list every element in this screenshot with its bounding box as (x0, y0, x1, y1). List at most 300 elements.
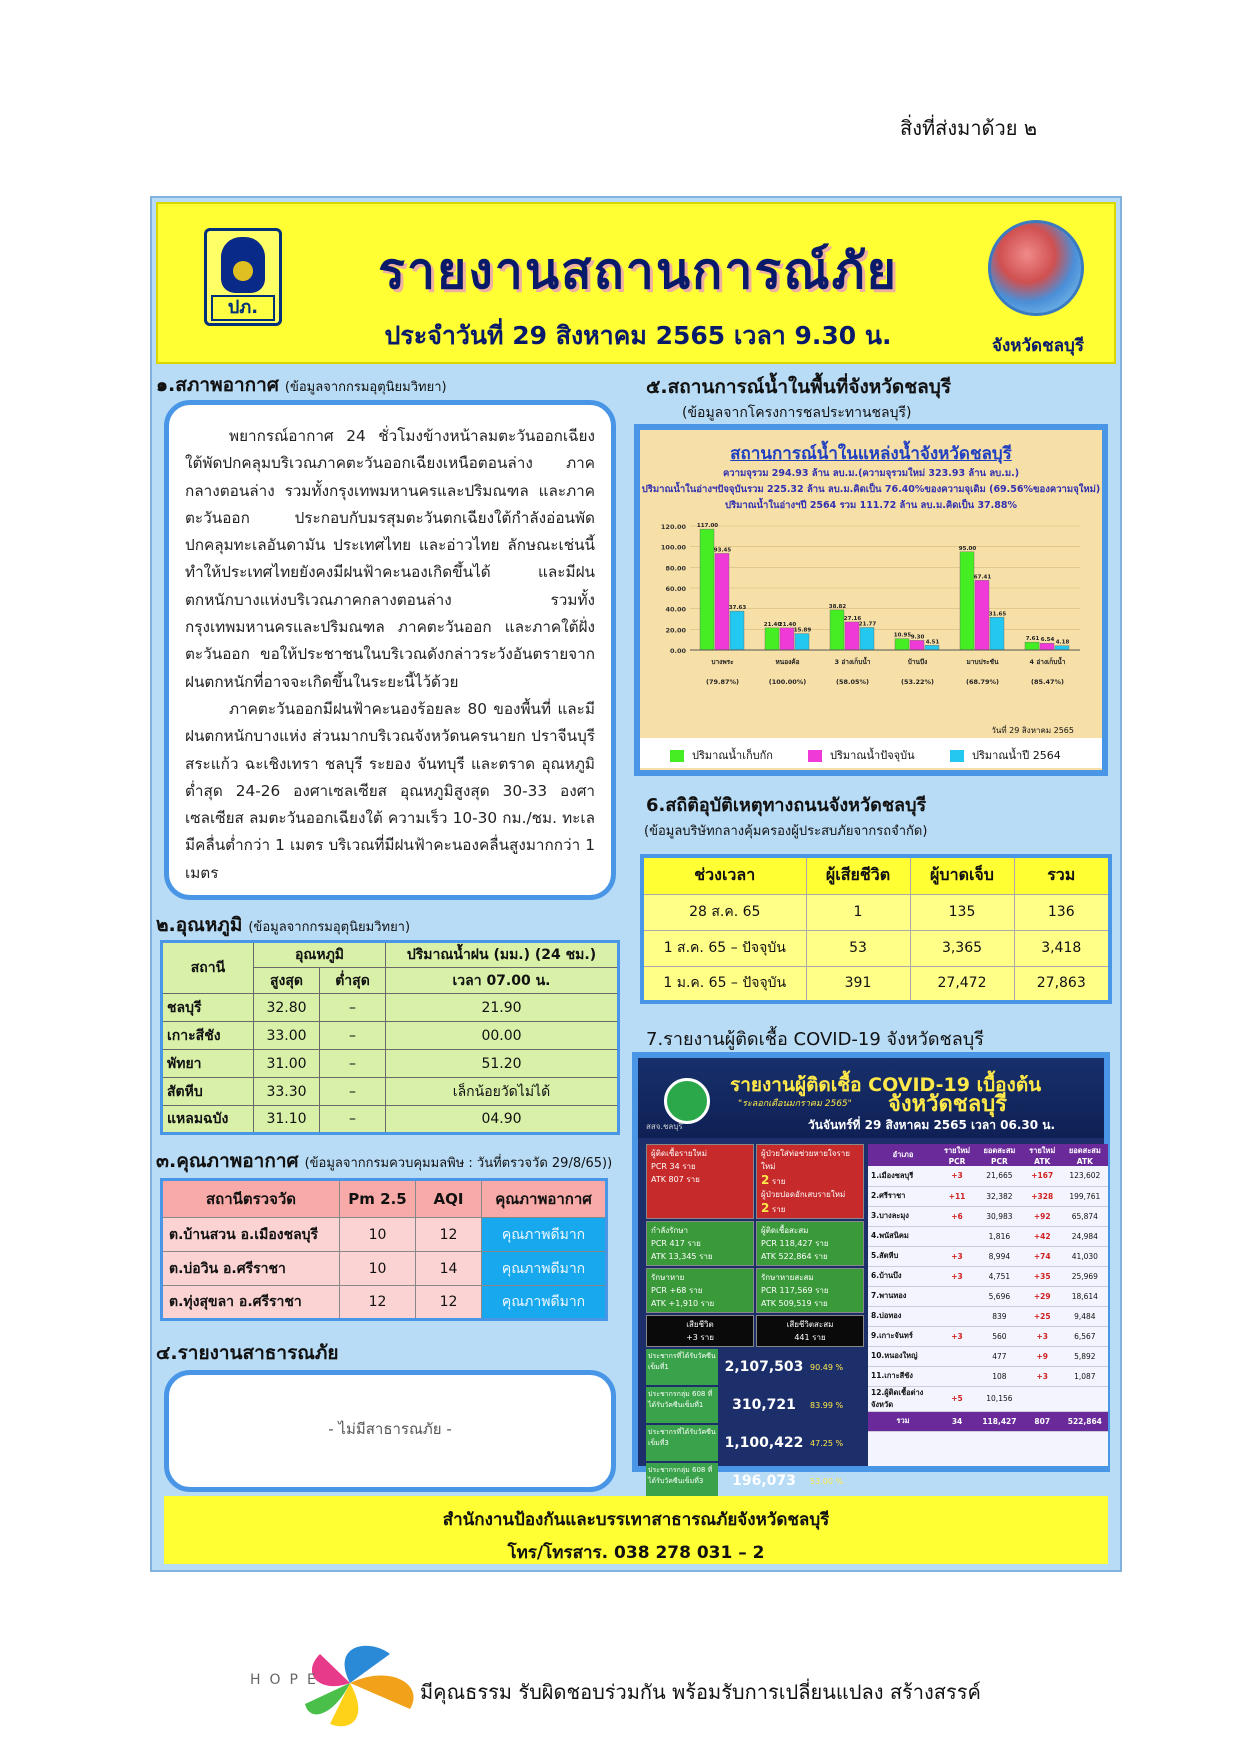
total-cell: รวม (868, 1411, 938, 1431)
new-pcr: +3 (938, 1246, 976, 1266)
station-name: ชลบุรี (162, 994, 254, 1022)
bar-value-label: 95.00 (958, 545, 977, 552)
col-new-atk: รายใหม่ ATK (1023, 1144, 1062, 1166)
max-temp: 33.00 (254, 1022, 320, 1050)
percent-label: (58.05%) (835, 678, 870, 686)
district-name: 2.ศรีราชา (868, 1186, 938, 1206)
total-cell: 807 (1023, 1411, 1062, 1431)
percent-label: (53.22%) (900, 678, 935, 686)
temperature-section-title (156, 910, 410, 940)
deaths: 1 (806, 894, 910, 930)
cum-pcr: 21,665 (976, 1166, 1023, 1186)
col-deaths: ผู้เสียชีวิต (806, 856, 910, 894)
percent-label: (100.00%) (768, 678, 807, 686)
bar (715, 553, 729, 650)
vaccine-pct: 83.99 % (810, 1400, 844, 1410)
vaccine-label: ประชากรกลุ่ม 608 ที่ได้รับวัคซีนเข็มที่3 (646, 1463, 718, 1499)
recovered-cum-box (756, 1268, 864, 1313)
vaccine-label: ประชากรที่ได้รับวัคซีนเข็มที่1 (646, 1349, 718, 1385)
bar-value-label: 21.77 (858, 621, 877, 628)
cum-atk: 18,614 (1062, 1286, 1108, 1306)
footer-bar (164, 1496, 1108, 1564)
cum-atk: 6,567 (1062, 1326, 1108, 1346)
report-title: รายงานสถานการณ์ภัย (378, 241, 898, 300)
water-source: (ข้อมูลจากโครงการชลประทานชลบุรี) (682, 405, 912, 421)
covid-panel-subtitle: "ระลอกเดือนมกราคม 2565" (738, 1099, 852, 1109)
quality-status: คุณภาพดีมาก (482, 1286, 607, 1320)
recovered-cum-pcr: PCR 117,569 ราย (761, 1286, 829, 1295)
air-quality-table (160, 1178, 608, 1321)
col-aqi: AQI (416, 1180, 482, 1218)
district-name: 12.ผู้ติดเชื้อต่างจังหวัด (868, 1386, 938, 1411)
hope-letters: HOPE (250, 1672, 325, 1688)
total: 27,863 (1014, 966, 1110, 1002)
category-label: บางพระ (711, 658, 734, 666)
col-time: เวลา 07.00 น. (386, 968, 619, 994)
new-pcr (938, 1286, 976, 1306)
max-temp: 31.00 (254, 1050, 320, 1078)
bar-value-label: 93.45 (713, 547, 732, 554)
accident-source: (ข้อมูลบริษัทกลางคุ้มครองผู้ประสบภัยจากรถจำกัด) (644, 824, 928, 839)
col-aq-station: สถานีตรวจวัด (162, 1180, 340, 1218)
weather-section-title (156, 370, 447, 400)
total-cell: 34 (938, 1411, 976, 1431)
rainfall: 21.90 (386, 994, 619, 1022)
cum-pcr: 108 (976, 1366, 1023, 1386)
unit-label: ราย (771, 1205, 786, 1214)
bar (1025, 642, 1039, 650)
cum-pcr: 477 (976, 1346, 1023, 1366)
table-row (162, 1252, 607, 1286)
bar-value-label: 117.00 (696, 523, 719, 530)
deaths: 391 (806, 966, 910, 1002)
category-label: 4 อ่างเก็บน้ำ (1029, 658, 1066, 666)
min-temp: – (320, 1078, 386, 1106)
death-value: +3 ราย (686, 1333, 714, 1342)
new-pcr (938, 1306, 976, 1326)
total-cell: 118,427 (976, 1411, 1023, 1431)
weather-source: (ข้อมูลจากกรมอุตุนิยมวิทยา) (284, 380, 447, 395)
dpm-abbr: ปภ. (211, 295, 275, 321)
vaccine-value: 2,107,503 (724, 1359, 804, 1375)
quality-status: คุณภาพดีมาก (482, 1252, 607, 1286)
new-pcr: +6 (938, 1206, 976, 1226)
bar (700, 529, 714, 650)
death-cum-value: 441 ราย (794, 1333, 826, 1342)
covid-summary (646, 1144, 864, 1501)
new-pcr (938, 1346, 976, 1366)
col-injured: ผู้บาดเจ็บ (910, 856, 1014, 894)
bar (860, 628, 874, 650)
office-phone: โทร/โทรสาร. 038 278 031 – 2 (507, 1543, 765, 1563)
bar (1040, 643, 1054, 650)
col-max: สูงสุด (254, 968, 320, 994)
bar-value-label: 67.41 (973, 574, 992, 581)
injured: 27,472 (910, 966, 1014, 1002)
max-temp: 31.10 (254, 1106, 320, 1134)
pm-value: 10 (340, 1252, 416, 1286)
table-row (162, 1286, 607, 1320)
report-sheet (150, 196, 1122, 1572)
hand-emblem-icon (221, 237, 265, 293)
col-new-pcr: รายใหม่ PCR (938, 1144, 976, 1166)
air-quality-title: ๓.คุณภาพอากาศ (156, 1150, 299, 1172)
district-row (868, 1286, 1108, 1306)
new-atk: +35 (1023, 1266, 1062, 1286)
bar-value-label: 27.16 (843, 615, 862, 622)
district-row (868, 1346, 1108, 1366)
legend-swatch-icon (670, 750, 684, 762)
weather-title: ๑.สภาพอากาศ (156, 374, 279, 396)
vaccine-pct: 47.25 % (810, 1438, 844, 1448)
rainfall: 00.00 (386, 1022, 619, 1050)
new-atk: +74 (1023, 1246, 1062, 1266)
district-name: 5.สัตหีบ (868, 1246, 938, 1266)
cum-atk: 24,984 (1062, 1226, 1108, 1246)
province-label: จังหวัดชลบุรี (992, 336, 1084, 356)
station-name: แหลมฉบัง (162, 1106, 254, 1134)
min-temp: – (320, 1050, 386, 1078)
district-name: 10.หนองใหญ่ (868, 1346, 938, 1366)
new-atk: +92 (1023, 1206, 1062, 1226)
district-row (868, 1166, 1108, 1186)
injured: 135 (910, 894, 1014, 930)
bar-value-label: 15.89 (793, 627, 812, 634)
cum-atk: 1,087 (1062, 1366, 1108, 1386)
aqi-value: 12 (416, 1218, 482, 1252)
bar (795, 634, 809, 650)
col-period: ช่วงเวลา (642, 856, 806, 894)
vaccine-pct: 90.49 % (810, 1362, 844, 1372)
report-header (156, 202, 1116, 364)
covid-panel-title: รายงานผู้ติดเชื้อ COVID-19 เบื้องต้น (730, 1074, 1042, 1096)
weather-paragraph: ภาคตะวันออกมีฝนฟ้าคะนองร้อยละ 80 ของพื้นที่ และมีฝนตกหนักบางแห่ง ส่วนมากบริเวณจังหวัดนครนายก ปราจีนบุรี สระแก้ว ฉะเชิงเทรา ชลบุรี ระยอง จันทบุรี และตราด อุณหภูมิต่ำสุด 24-26 องศาเซลเซียส อุณหภูมิสูงสุด 30-33 องศาเซลเซียส ลมตะวันออกเฉียงใต้ ความเร็ว 10-30 กม./ชม. ทะเลมีคลื่นต่ำกว่า 1 เมตร บริเวณที่มีฝนฟ้าคะนองคลื่นสูงมากกว่า 1 เมตร (185, 699, 595, 882)
covid-section-title: 7.รายงานผู้ติดเชื้อ COVID-19 จังหวัดชลบุรี (646, 1029, 984, 1050)
ventilator-label: ผู้ป่วยใส่ท่อช่วยหายใจรายใหม่ (761, 1149, 850, 1171)
new-pcr: +3 (938, 1266, 976, 1286)
district-row (868, 1206, 1108, 1226)
aqi-value: 12 (416, 1286, 482, 1320)
min-temp: – (320, 994, 386, 1022)
death-cum-box (756, 1315, 864, 1347)
district-row (868, 1226, 1108, 1246)
district-row (868, 1386, 1108, 1411)
category-label: หนองค้อ (775, 658, 800, 666)
bar (765, 628, 779, 650)
new-pcr (938, 1226, 976, 1246)
bar (975, 580, 989, 650)
vaccine-label: ประชากรที่ได้รับวัคซีนเข็มที่3 (646, 1425, 718, 1461)
district-name: 6.บ้านบึง (868, 1266, 938, 1286)
station-name: สัตหีบ (162, 1078, 254, 1106)
table-row (162, 1050, 619, 1078)
bar-value-label: 37.63 (728, 605, 747, 612)
bar (910, 640, 924, 650)
water-section-title: ๕.สถานการณ์น้ำในพื้นที่จังหวัดชลบุรี (646, 376, 952, 398)
y-tick-label: 0.00 (669, 647, 686, 655)
table-row (642, 930, 1110, 966)
col-temp: อุณหภูมิ (254, 942, 386, 968)
cumulative-atk: ATK 522,864 ราย (761, 1252, 828, 1261)
table-row (162, 1022, 619, 1050)
temperature-source: (ข้อมูลจากกรมอุตุนิยมวิทยา) (248, 920, 411, 935)
aq-station: ต.บ้านสวน อ.เมืองชลบุรี (162, 1218, 340, 1252)
cum-atk: 5,892 (1062, 1346, 1108, 1366)
table-row (642, 894, 1110, 930)
air-quality-section-title (156, 1146, 612, 1176)
legend-swatch-icon (808, 750, 822, 762)
bar-value-label: 38.82 (828, 603, 847, 610)
water-bar-chart (640, 430, 1102, 742)
col-quality: คุณภาพอากาศ (482, 1180, 607, 1218)
water-chart-panel (634, 424, 1108, 776)
bar (960, 552, 974, 650)
bar-value-label: 21.40 (778, 621, 797, 628)
col-total: รวม (1014, 856, 1110, 894)
y-tick-label: 40.00 (665, 605, 686, 614)
cum-atk: 9,484 (1062, 1306, 1108, 1326)
percent-label: (79.87%) (705, 678, 740, 686)
district-name: 3.บางละมุง (868, 1206, 938, 1226)
covid-panel-date: วันจันทร์ที่ 29 สิงหาคม 2565 เวลา 06.30 น. (808, 1118, 1056, 1132)
percent-label: (68.79%) (965, 678, 1000, 686)
col-cum-pcr: ยอดสะสม PCR (976, 1144, 1023, 1166)
rainfall: เล็กน้อยวัดไม่ได้ (386, 1078, 619, 1106)
min-temp: – (320, 1022, 386, 1050)
y-tick-label: 100.00 (660, 543, 686, 552)
district-name: 1.เมืองชลบุรี (868, 1166, 938, 1186)
cum-atk: 199,761 (1062, 1186, 1108, 1206)
report-date: ประจำวันที่ 29 สิงหาคม 2565 เวลา 9.30 น. (384, 321, 892, 350)
office-name: สำนักงานป้องกันและบรรเทาสาธารณภัยจังหวัดชลบุรี (442, 1510, 830, 1530)
aqi-value: 14 (416, 1252, 482, 1286)
new-atk: +328 (1023, 1186, 1062, 1206)
vaccine-row (646, 1463, 864, 1499)
cum-pcr: 1,816 (976, 1226, 1023, 1246)
accident-section-title: 6.สถิติอุบัติเหตุทางถนนจังหวัดชลบุรี (646, 795, 927, 816)
new-pcr: +11 (938, 1186, 976, 1206)
cumulative-box (756, 1221, 864, 1266)
recovered-cum-atk: ATK 509,519 ราย (761, 1299, 828, 1308)
y-tick-label: 20.00 (665, 626, 686, 635)
max-temp: 33.30 (254, 1078, 320, 1106)
cum-pcr: 32,382 (976, 1186, 1023, 1206)
percent-label: (85.47%) (1030, 678, 1065, 686)
vaccine-row (646, 1425, 864, 1461)
ventilator-box (756, 1144, 864, 1219)
cum-pcr: 8,994 (976, 1246, 1023, 1266)
moph-logo-icon (664, 1078, 710, 1124)
bar (895, 639, 909, 650)
bar-value-label: 4.51 (925, 639, 940, 646)
covid-panel (632, 1052, 1110, 1489)
pneumonia-value: 2 (761, 1201, 770, 1215)
pm-value: 12 (340, 1286, 416, 1320)
pm-value: 10 (340, 1218, 416, 1252)
cumulative-label: ผู้ติดเชื้อสะสม (761, 1226, 809, 1235)
dpm-logo (204, 228, 282, 326)
district-row (868, 1246, 1108, 1266)
bar (730, 611, 744, 650)
public-disaster-title: ๔.รายงานสาธารณภัย (156, 1342, 339, 1364)
cum-pcr: 30,983 (976, 1206, 1023, 1226)
bar-value-label: 9.30 (910, 634, 925, 641)
table-row (642, 966, 1110, 1002)
bar (830, 610, 844, 650)
cumulative-pcr: PCR 118,427 ราย (761, 1239, 829, 1248)
vaccine-row (646, 1387, 864, 1423)
new-pcr (938, 1366, 976, 1386)
covid-panel-province: จังหวัดชลบุรี (888, 1092, 1007, 1117)
district-name: 11.เกาะสีชัง (868, 1366, 938, 1386)
col-cum-atk: ยอดสะสม ATK (1062, 1144, 1108, 1166)
period: 1 ม.ค. 65 – ปัจจุบัน (642, 966, 806, 1002)
period: 1 ส.ค. 65 – ปัจจุบัน (642, 930, 806, 966)
category-label: 3 อ่างเก็บน้ำ (834, 658, 871, 666)
air-quality-source: (ข้อมูลจากกรมควบคุมมลพิษ : วันที่ตรวจวัด 29/8/65)) (304, 1156, 613, 1171)
pneumonia-label: ผู้ป่วยปอดอักเสบรายใหม่ (761, 1190, 846, 1199)
period: 28 ส.ค. 65 (642, 894, 806, 930)
category-label: บ้านบึง (907, 658, 928, 666)
total-cell: 522,864 (1062, 1411, 1108, 1431)
col-min: ต่ำสุด (320, 968, 386, 994)
district-name: 9.เกาะจันทร์ (868, 1326, 938, 1346)
legend-label: ปริมาณน้ำปี 2564 (972, 749, 1061, 762)
cum-atk: 123,602 (1062, 1166, 1108, 1186)
new-pcr: +3 (938, 1166, 976, 1186)
province-seal-icon (988, 220, 1084, 316)
death-box (646, 1315, 754, 1347)
legend-label: ปริมาณน้ำปัจจุบัน (830, 749, 915, 762)
new-atk: +3 (1023, 1366, 1062, 1386)
max-temp: 32.80 (254, 994, 320, 1022)
y-tick-label: 60.00 (665, 585, 686, 593)
death-label: เสียชีวิต (686, 1320, 714, 1329)
table-row (162, 994, 619, 1022)
injured: 3,365 (910, 930, 1014, 966)
treating-box (646, 1221, 754, 1266)
min-temp: – (320, 1106, 386, 1134)
ventilator-value: 2 (761, 1173, 770, 1187)
water-legend (640, 738, 1102, 768)
cum-atk: 25,969 (1062, 1266, 1108, 1286)
vaccine-value: 196,073 (732, 1473, 796, 1489)
recovered-cum-label: รักษาหายสะสม (761, 1273, 814, 1282)
cum-pcr: 4,751 (976, 1266, 1023, 1286)
col-rain: ปริมาณน้ำฝน (มม.) (24 ชม.) (386, 942, 619, 968)
category-label: มาบประชัน (966, 658, 999, 666)
vaccine-label: ประชากรกลุ่ม 608 ที่ได้รับวัคซีนเข็มที่1 (646, 1387, 718, 1423)
new-pcr: +5 (938, 1386, 976, 1411)
district-name: 4.พนัสนิคม (868, 1226, 938, 1246)
y-tick-label: 120.00 (660, 523, 686, 531)
y-tick-label: 80.00 (665, 564, 686, 573)
table-row (162, 1106, 619, 1134)
recovered-atk: ATK +1,910 ราย (651, 1299, 715, 1308)
district-row (868, 1326, 1108, 1346)
water-date-note: วันที่ 29 สิงหาคม 2565 (991, 726, 1074, 735)
treating-label: กำลังรักษา (651, 1226, 689, 1235)
bar-value-label: 7.61 (1025, 636, 1040, 643)
cum-pcr: 5,696 (976, 1286, 1023, 1306)
cum-atk: 65,874 (1062, 1206, 1108, 1226)
district-table (868, 1144, 1108, 1432)
temperature-table (160, 940, 620, 1135)
water-panel-title: สถานการณ์น้ำในแหล่งน้ำจังหวัดชลบุรี (730, 444, 1012, 464)
cum-pcr: 560 (976, 1326, 1023, 1346)
vaccine-row (646, 1349, 864, 1385)
station-name: พัทยา (162, 1050, 254, 1078)
treating-atk: ATK 13,345 ราย (651, 1252, 713, 1261)
new-atk: +9 (1023, 1346, 1062, 1366)
new-atk: +29 (1023, 1286, 1062, 1306)
hope-logo (250, 1634, 430, 1732)
station-name: เกาะสีชัง (162, 1022, 254, 1050)
legend-label: ปริมาณน้ำเก็บกัก (692, 749, 773, 762)
vaccine-pct: 53.00 % (810, 1476, 844, 1486)
recovered-box (646, 1268, 754, 1313)
new-pcr: +3 (938, 1326, 976, 1346)
covid-panel-header (638, 1058, 1104, 1138)
weather-forecast-box (164, 400, 616, 900)
accident-table (640, 854, 1112, 1004)
cum-pcr: 839 (976, 1306, 1023, 1326)
cum-atk: 41,030 (1062, 1246, 1108, 1266)
new-atk (1023, 1386, 1062, 1411)
bar (780, 628, 794, 650)
new-atk: +25 (1023, 1306, 1062, 1326)
bar-value-label: 21.40 (763, 621, 782, 628)
bar (925, 645, 939, 650)
new-atk: +167 (1023, 1166, 1062, 1186)
motto: มีคุณธรรม รับผิดชอบร่วมกัน พร้อมรับการเปลี่ยนแปลง สร้างสรรค์ (420, 1680, 981, 1704)
legend-item (808, 746, 915, 764)
total: 3,418 (1014, 930, 1110, 966)
water-panel-line: ปริมาณน้ำในอ่างฯปัจจุบันรวม 225.32 ล้าน ลบ.ม.คิดเป็น 76.40%ของความจุเดิม (69.56%ของความจุใหม่) (641, 484, 1101, 495)
weather-paragraph: พยากรณ์อากาศ 24 ชั่วโมงข้างหน้าลมตะวันออกเฉียงใต้พัดปกคลุมบริเวณภาคตะวันออกเฉียงเหนือตอนล่าง ภาคกลางตอนล่าง รวมทั้งกรุงเทพมหานครและปริมณฑล และภาคตะวันออก ประกอบกับมรสุมตะวันตกเฉียงใต้กำลังอ่อนพัดปกคลุมทะเลอันดามัน ประเทศไทย และอ่าวไทย ลักษณะเช่นนี้ทำให้ประเทศไทยยังคงมีฝนฟ้าคะนองเกิดขึ้นได้ และมีฝนตกหนักบางแห่งบริเวณภาคกลางตอนล่าง รวมทั้งกรุงเทพมหานครและปริมณฑล ภาคตะวันออก และภาคใต้ฝั่งตะวันออก ขอให้ประชาชนในบริเวณดังกล่าวระวังอันตรายจากฝนตกหนักที่อาจจะเกิดขึ้นในระยะนี้ไว้ด้วย (185, 427, 595, 691)
bar (1055, 646, 1069, 650)
quality-status: คุณภาพดีมาก (482, 1218, 607, 1252)
covid-org: สสจ.ชลบุรี (646, 1122, 683, 1131)
aq-station: ต.บ่อวิน อ.ศรีราชา (162, 1252, 340, 1286)
unit-label: ราย (771, 1177, 786, 1186)
district-row (868, 1366, 1108, 1386)
bar-value-label: 4.18 (1055, 639, 1070, 646)
district-table-wrap (868, 1144, 1108, 1466)
new-atk: +42 (1023, 1226, 1062, 1246)
deaths: 53 (806, 930, 910, 966)
water-panel-line: ปริมาณน้ำในอ่างฯปี 2564 รวม 111.72 ล้าน ลบ.ม.คิดเป็น 37.88% (724, 500, 1018, 511)
district-name: 7.พานทอง (868, 1286, 938, 1306)
bar (990, 617, 1004, 650)
rainfall: 04.90 (386, 1106, 619, 1134)
legend-item (670, 746, 773, 764)
public-disaster-box: - ไม่มีสาธารณภัย - (164, 1370, 616, 1492)
new-atk: ATK 807 ราย (651, 1175, 700, 1184)
bar-value-label: 6.54 (1040, 637, 1055, 644)
temperature-title: ๒.อุณหภูมิ (156, 914, 243, 936)
col-district: อำเภอ (868, 1144, 938, 1166)
vaccine-value: 1,100,422 (724, 1435, 804, 1451)
attachment-label: สิ่งที่ส่งมาด้วย ๒ (900, 116, 1038, 140)
cum-pcr: 10,156 (976, 1386, 1023, 1411)
treating-pcr: PCR 417 ราย (651, 1239, 701, 1248)
new-cases-label: ผู้ติดเชื้อรายใหม่ (651, 1149, 707, 1158)
bar-value-label: 31.65 (988, 611, 1007, 618)
bar-value-label: 10.95 (893, 632, 912, 639)
district-row (868, 1186, 1108, 1206)
vaccine-value: 310,721 (732, 1397, 796, 1413)
